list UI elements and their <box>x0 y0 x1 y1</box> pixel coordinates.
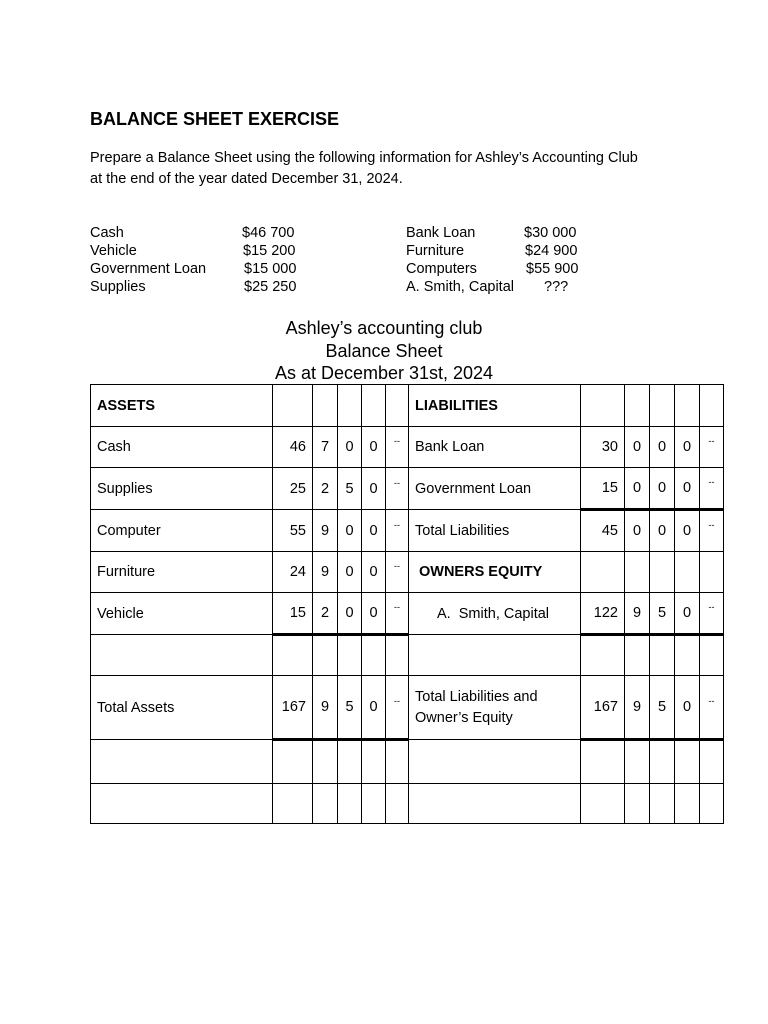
empty-cell <box>91 740 273 784</box>
cents-dash-text: -- <box>708 602 715 612</box>
liability-label: Government Loan <box>409 468 581 510</box>
amount-digit: 0 <box>675 468 700 510</box>
liabilities-header: LIABILITIES <box>409 385 581 427</box>
empty-cell <box>650 740 675 784</box>
empty-cell <box>625 635 650 676</box>
amount-digit: 9 <box>625 676 650 740</box>
empty-cell <box>338 784 362 824</box>
cents-dash <box>700 593 724 635</box>
amount-thousands: 25 <box>273 468 313 510</box>
empty-cell <box>581 635 625 676</box>
cents-dash <box>386 468 409 510</box>
info-value: $24 900 <box>525 243 578 259</box>
empty-cell <box>650 784 675 824</box>
empty-cell <box>700 784 724 824</box>
info-label: Cash <box>90 225 124 241</box>
empty-cell <box>362 740 386 784</box>
info-label: Furniture <box>406 243 465 259</box>
amount-digit: 0 <box>362 552 386 593</box>
cents-dash-text: -- <box>394 436 400 446</box>
empty-cell <box>581 552 625 593</box>
empty-cell <box>581 740 625 784</box>
amount-thousands: 167 <box>581 676 625 740</box>
capital-label: A. Smith, Capital <box>409 593 581 635</box>
instructions-line-2: at the end of the year dated December 31, 2024. <box>90 171 403 187</box>
page-title: BALANCE SHEET EXERCISE <box>90 109 340 129</box>
empty-cell <box>386 635 409 676</box>
empty-cell <box>675 635 700 676</box>
amount-digit: 0 <box>675 510 700 552</box>
empty-cell <box>675 784 700 824</box>
table-row <box>91 784 724 824</box>
amount-thousands: 30 <box>581 427 625 468</box>
empty-cell <box>581 784 625 824</box>
amount-digit: 0 <box>675 427 700 468</box>
amount-thousands: 46 <box>273 427 313 468</box>
amount-digit: 0 <box>362 676 386 740</box>
empty-cell <box>386 385 409 427</box>
cents-dash-text: -- <box>394 477 400 488</box>
amount-thousands: 167 <box>273 676 313 740</box>
empty-cell <box>625 385 650 427</box>
info-label: A. Smith, Capital <box>406 279 514 295</box>
amount-digit: 5 <box>650 593 675 635</box>
info-value: ??? <box>544 279 569 295</box>
amount-thousands: 15 <box>273 593 313 635</box>
empty-cell <box>700 552 724 593</box>
total-assets-label: Total Assets <box>91 676 273 740</box>
cents-dash-text: -- <box>708 477 715 487</box>
cents-dash-text: -- <box>394 561 400 571</box>
cents-dash <box>386 593 409 635</box>
table-row <box>91 468 724 510</box>
amount-digit: 0 <box>338 593 362 635</box>
amount-thousands: 24 <box>273 552 313 593</box>
amount-digit: 0 <box>625 427 650 468</box>
empty-cell <box>91 784 273 824</box>
empty-cell <box>386 740 409 784</box>
amount-digit: 0 <box>650 427 675 468</box>
cents-dash <box>700 510 724 552</box>
cents-dash-text: -- <box>708 696 715 706</box>
total-liabilities-equity-line-2: Owner’s Equity <box>415 709 513 726</box>
table-row <box>91 510 724 552</box>
amount-digit: 0 <box>338 427 362 468</box>
amount-digit: 0 <box>625 510 650 552</box>
amount-digit: 7 <box>313 427 338 468</box>
empty-cell <box>675 552 700 593</box>
info-label: Supplies <box>90 279 146 295</box>
info-label: Bank Loan <box>406 225 476 241</box>
info-value: $30 000 <box>524 225 577 241</box>
amount-digit: 0 <box>338 510 362 552</box>
empty-cell <box>362 635 386 676</box>
empty-cell <box>650 635 675 676</box>
empty-cell <box>700 385 724 427</box>
table-row <box>91 676 724 740</box>
empty-cell <box>338 635 362 676</box>
amount-digit: 9 <box>625 593 650 635</box>
asset-label: Cash <box>91 427 273 468</box>
empty-cell <box>700 740 724 784</box>
empty-cell <box>273 740 313 784</box>
empty-cell <box>650 552 675 593</box>
cents-dash-text: -- <box>708 436 715 446</box>
info-value: $46 700 <box>242 225 295 241</box>
info-value: $25 250 <box>244 279 297 295</box>
amount-digit: 9 <box>313 676 338 740</box>
amount-digit: 0 <box>675 593 700 635</box>
amount-thousands: 15 <box>581 468 625 510</box>
empty-cell <box>273 635 313 676</box>
empty-cell <box>625 552 650 593</box>
total-liabilities-equity-line-1: Total Liabilities and <box>415 688 538 705</box>
info-label: Government Loan <box>90 261 207 277</box>
empty-cell <box>313 740 338 784</box>
amount-thousands: 122 <box>581 593 625 635</box>
cents-dash <box>386 552 409 593</box>
table-row <box>91 593 724 635</box>
empty-cell <box>313 784 338 824</box>
total-liabilities-label: Total Liabilities <box>409 510 581 552</box>
info-value: $15 200 <box>243 243 296 259</box>
info-label: Vehicle <box>90 243 137 259</box>
instructions-line-1: Prepare a Balance Sheet using the following information for Ashley’s Accounting Club <box>90 150 638 166</box>
empty-cell <box>273 385 313 427</box>
cents-dash <box>700 676 724 740</box>
empty-cell <box>409 784 581 824</box>
amount-digit: 0 <box>625 468 650 510</box>
asset-label: Computer <box>91 510 273 552</box>
empty-cell <box>338 740 362 784</box>
amount-thousands: 45 <box>581 510 625 552</box>
assets-header: ASSETS <box>91 385 273 427</box>
sheet-heading-title: Balance Sheet <box>325 341 443 361</box>
empty-cell <box>700 635 724 676</box>
info-value: $15 000 <box>244 261 297 277</box>
table-row <box>91 552 724 593</box>
empty-cell <box>409 740 581 784</box>
empty-cell <box>675 740 700 784</box>
info-label: Computers <box>406 261 477 277</box>
cents-dash <box>386 427 409 468</box>
balance-sheet-table <box>90 384 724 824</box>
empty-cell <box>313 635 338 676</box>
empty-cell <box>386 784 409 824</box>
amount-digit: 9 <box>313 552 338 593</box>
owners-equity-header: OWNERS EQUITY <box>409 552 581 593</box>
empty-cell <box>313 385 338 427</box>
empty-cell <box>338 385 362 427</box>
empty-cell <box>625 784 650 824</box>
sheet-heading-name: Ashley’s accounting club <box>285 318 483 338</box>
amount-digit: 0 <box>362 510 386 552</box>
empty-cell <box>675 385 700 427</box>
amount-digit: 0 <box>338 552 362 593</box>
amount-digit: 0 <box>650 468 675 510</box>
amount-digit: 0 <box>675 676 700 740</box>
info-value: $55 900 <box>526 261 579 277</box>
cents-dash <box>700 427 724 468</box>
cents-dash-text: -- <box>394 519 400 530</box>
amount-digit: 0 <box>362 427 386 468</box>
sheet-heading-date: As at December 31st, 2024 <box>274 363 494 383</box>
table-row <box>91 427 724 468</box>
empty-cell <box>625 740 650 784</box>
cents-dash-text: -- <box>394 696 400 706</box>
amount-digit: 0 <box>362 468 386 510</box>
table-row <box>91 635 724 676</box>
cents-dash-text: -- <box>394 602 400 612</box>
empty-cell <box>581 385 625 427</box>
liability-label: Bank Loan <box>409 427 581 468</box>
empty-cell <box>362 385 386 427</box>
empty-cell <box>650 385 675 427</box>
table-row <box>91 385 724 427</box>
asset-label: Vehicle <box>91 593 273 635</box>
amount-digit: 0 <box>362 593 386 635</box>
empty-cell <box>409 635 581 676</box>
empty-cell <box>91 635 273 676</box>
amount-digit: 0 <box>650 510 675 552</box>
empty-cell <box>273 784 313 824</box>
cents-dash <box>700 468 724 510</box>
cents-dash-text: -- <box>708 520 715 530</box>
empty-cell <box>362 784 386 824</box>
amount-digit: 2 <box>313 593 338 635</box>
cents-dash <box>386 676 409 740</box>
amount-digit: 9 <box>313 510 338 552</box>
amount-digit: 5 <box>338 468 362 510</box>
total-liabilities-equity-label <box>409 676 581 740</box>
amount-digit: 5 <box>650 676 675 740</box>
amount-digit: 5 <box>338 676 362 740</box>
asset-label: Supplies <box>91 468 273 510</box>
instructions <box>90 148 690 190</box>
table-row <box>91 740 724 784</box>
amount-thousands: 55 <box>273 510 313 552</box>
asset-label: Furniture <box>91 552 273 593</box>
cents-dash <box>386 510 409 552</box>
amount-digit: 2 <box>313 468 338 510</box>
